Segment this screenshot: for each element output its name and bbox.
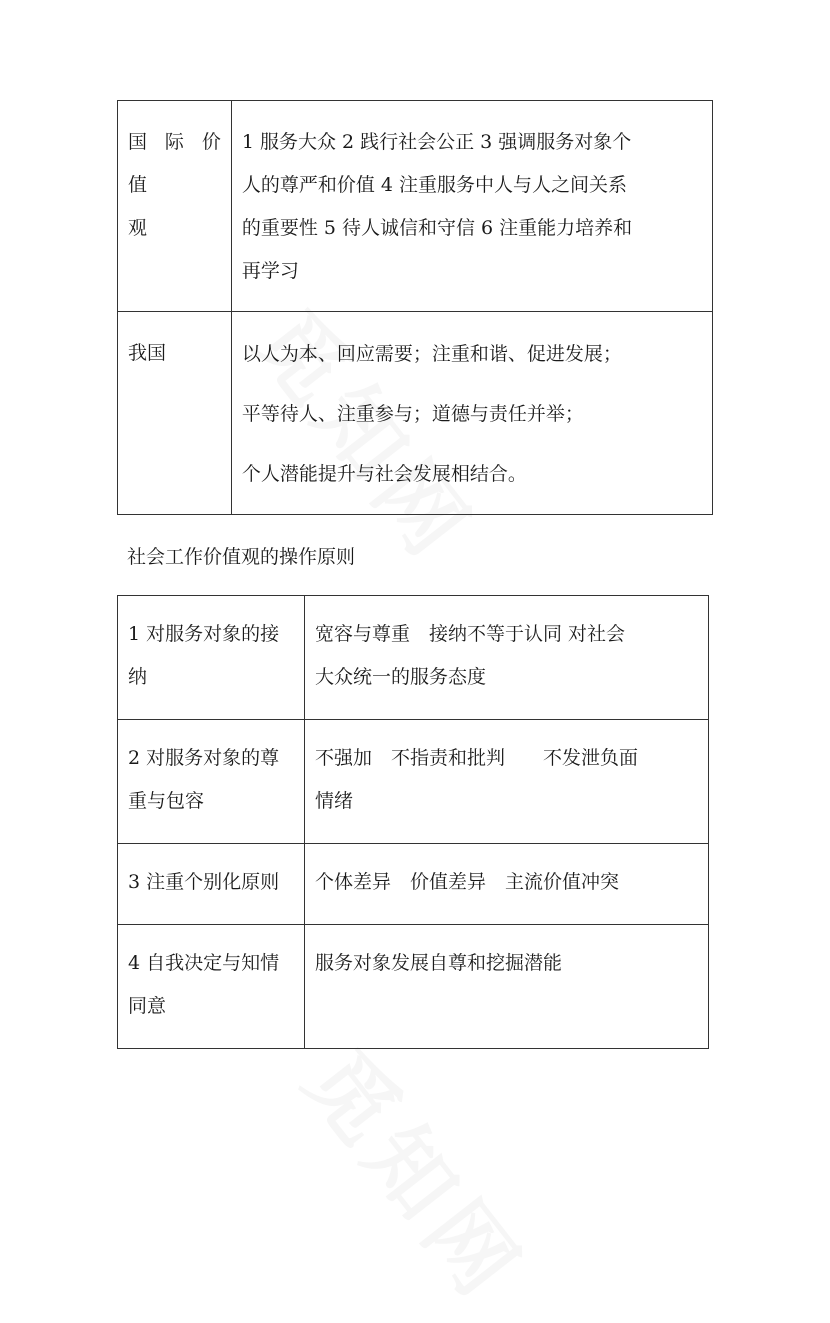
principle-content [304, 844, 708, 925]
content-line: 大众统一的服务态度 [314, 666, 486, 688]
table-row [118, 312, 713, 515]
values-table [117, 100, 713, 515]
principle-content [304, 720, 708, 844]
row-content-china [231, 312, 712, 515]
content-line: 以人为本、回应需要；注重和谐、促进发展； [241, 343, 622, 365]
table-row [118, 720, 709, 844]
label-line: 1 对服务对象的接 [128, 623, 280, 645]
content-line: 不强加 不指责和批判 不发泄负面 [314, 747, 638, 769]
label-line: 同意 [128, 995, 167, 1017]
principles-table [117, 595, 709, 1049]
content-line: 人的尊严和价值 4 注重服务中人与人之间关系 [241, 174, 628, 196]
label-line: 2 对服务对象的尊 [128, 747, 280, 769]
principle-label [118, 925, 305, 1049]
content-line: 情绪 [314, 790, 353, 812]
table-row [118, 101, 713, 312]
label-line: 观 [128, 217, 148, 239]
watermark-2 [282, 1020, 557, 1323]
principle-label [118, 844, 305, 925]
section-heading: 社会工作价值观的操作原则 [127, 546, 356, 568]
label-line: 重与包容 [128, 790, 205, 812]
principle-content [304, 925, 708, 1049]
content-line: 个体差异 价值差异 主流价值冲突 [314, 871, 619, 893]
content-line: 平等待人、注重参与；道德与责任并举； [241, 403, 584, 425]
content-line: 宽容与尊重 接纳不等于认同 对社会 [314, 623, 626, 645]
row-label-international-values [118, 101, 232, 312]
content-line: 个人潜能提升与社会发展相结合。 [241, 463, 527, 485]
row-label-china: 我国 [118, 312, 232, 515]
principle-label [118, 596, 305, 720]
label-line: 4 自我决定与知情 [128, 952, 280, 974]
row-content-international-values [231, 101, 712, 312]
principle-content [304, 596, 708, 720]
table-row [118, 925, 709, 1049]
principle-label [118, 720, 305, 844]
label-line: 3 注重个别化原则 [128, 871, 280, 893]
content-line: 的重要性 5 待人诚信和守信 6 注重能力培养和 [241, 217, 633, 239]
content-line: 再学习 [241, 260, 299, 282]
content-line: 1 服务大众 2 践行社会公正 3 强调服务对象个 [241, 131, 632, 153]
table-row [118, 596, 709, 720]
content-line: 服务对象发展自尊和挖掘潜能 [314, 952, 562, 974]
label-line: 纳 [128, 666, 148, 688]
table-row [118, 844, 709, 925]
label-line: 国 际 价 值 [128, 131, 221, 196]
